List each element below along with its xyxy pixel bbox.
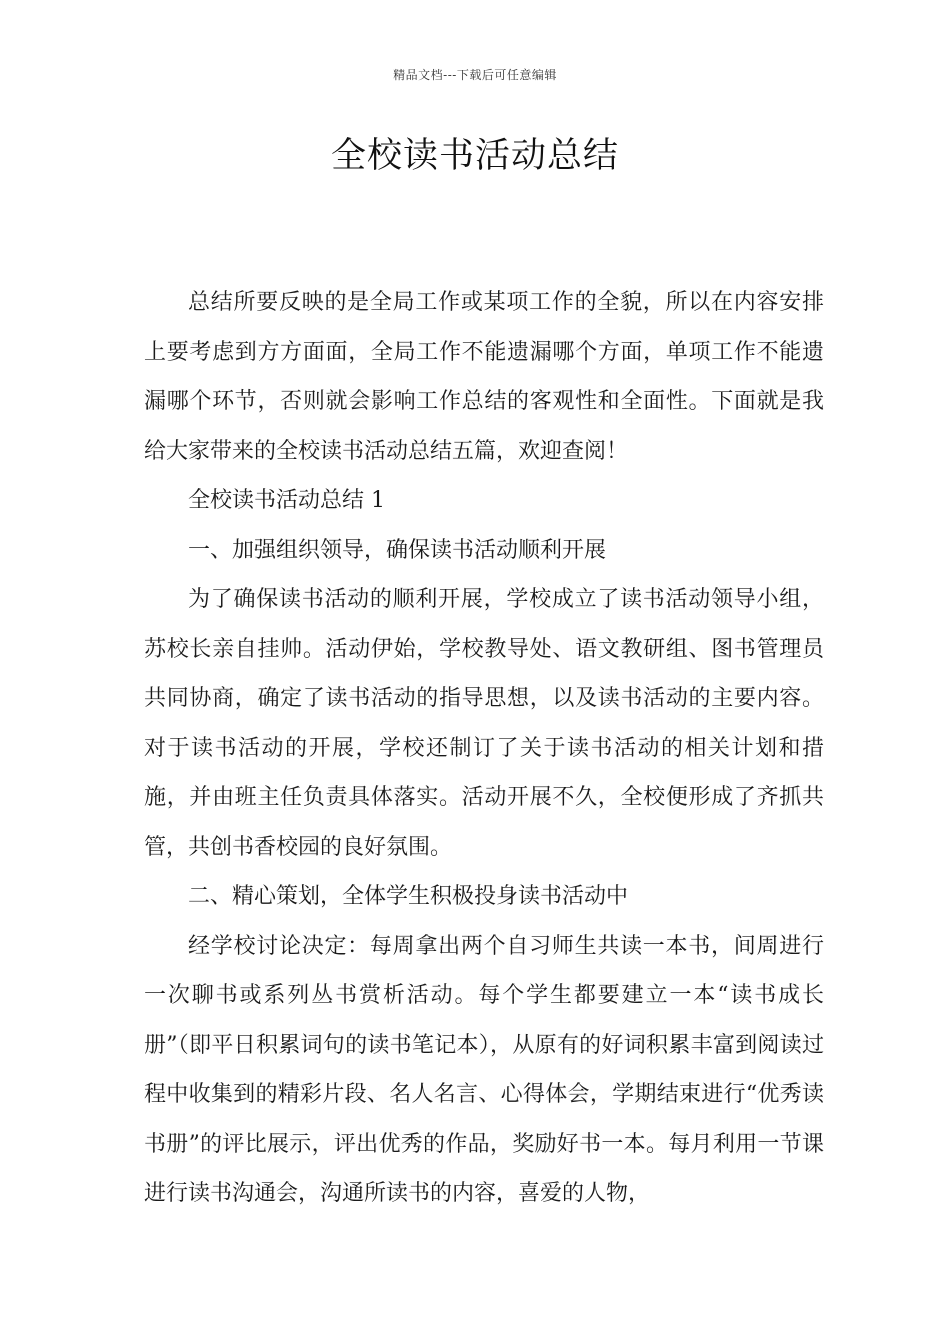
- subheading-1: 一、加强组织领导，确保读书活动顺利开展: [188, 537, 607, 563]
- subheading-2: 二、精心策划，全体学生积极投身读书活动中: [188, 884, 629, 909]
- document-body: [144, 278, 824, 1219]
- body-paragraph-2: 经学校讨论决定：每周拿出两个自习师生共读一本书，间周进行一次聊书或系列丛书赏析活动。每个学生都要建立一本“读书成长册”（即平日积累词句的读书笔记本），从原有的好词积累丰富到阅读过程中收集到的精彩片段、名人名言、心得体会，学期结束进行“优秀读书册”的评比展示，评出优秀的作品，奖励好书一本。每月利用一节课进行读书沟通会，沟通所读书的内容，喜爱的人物，: [144, 933, 824, 1206]
- body-paragraph-1: 为了确保读书活动的顺利开展，学校成立了读书活动领导小组，苏校长亲自挂帅。活动伊始，学校教导处、语文教研组、图书管理员共同协商，确定了读书活动的指导思想，以及读书活动的主要内容。对于读书活动的开展，学校还制订了关于读书活动的相关计划和措施，并由班主任负责具体落实。活动开展不久，全校便形成了齐抓共管，共创书香校园的良好氛围。: [144, 587, 824, 860]
- intro-paragraph: 总结所要反映的是全局工作或某项工作的全貌，所以在内容安排上要考虑到方方面面，全局工作不能遗漏哪个方面，单项工作不能遗漏哪个环节，否则就会影响工作总结的客观性和全面性。下面就是我给大家带来的全校读书活动总结五篇，欢迎查阅！: [144, 290, 824, 464]
- section-title: 全校读书活动总结 1: [188, 488, 385, 513]
- header-note: 精品文档---下载后可任意编辑: [393, 68, 557, 82]
- document-title: 全校读书活动总结: [330, 136, 619, 176]
